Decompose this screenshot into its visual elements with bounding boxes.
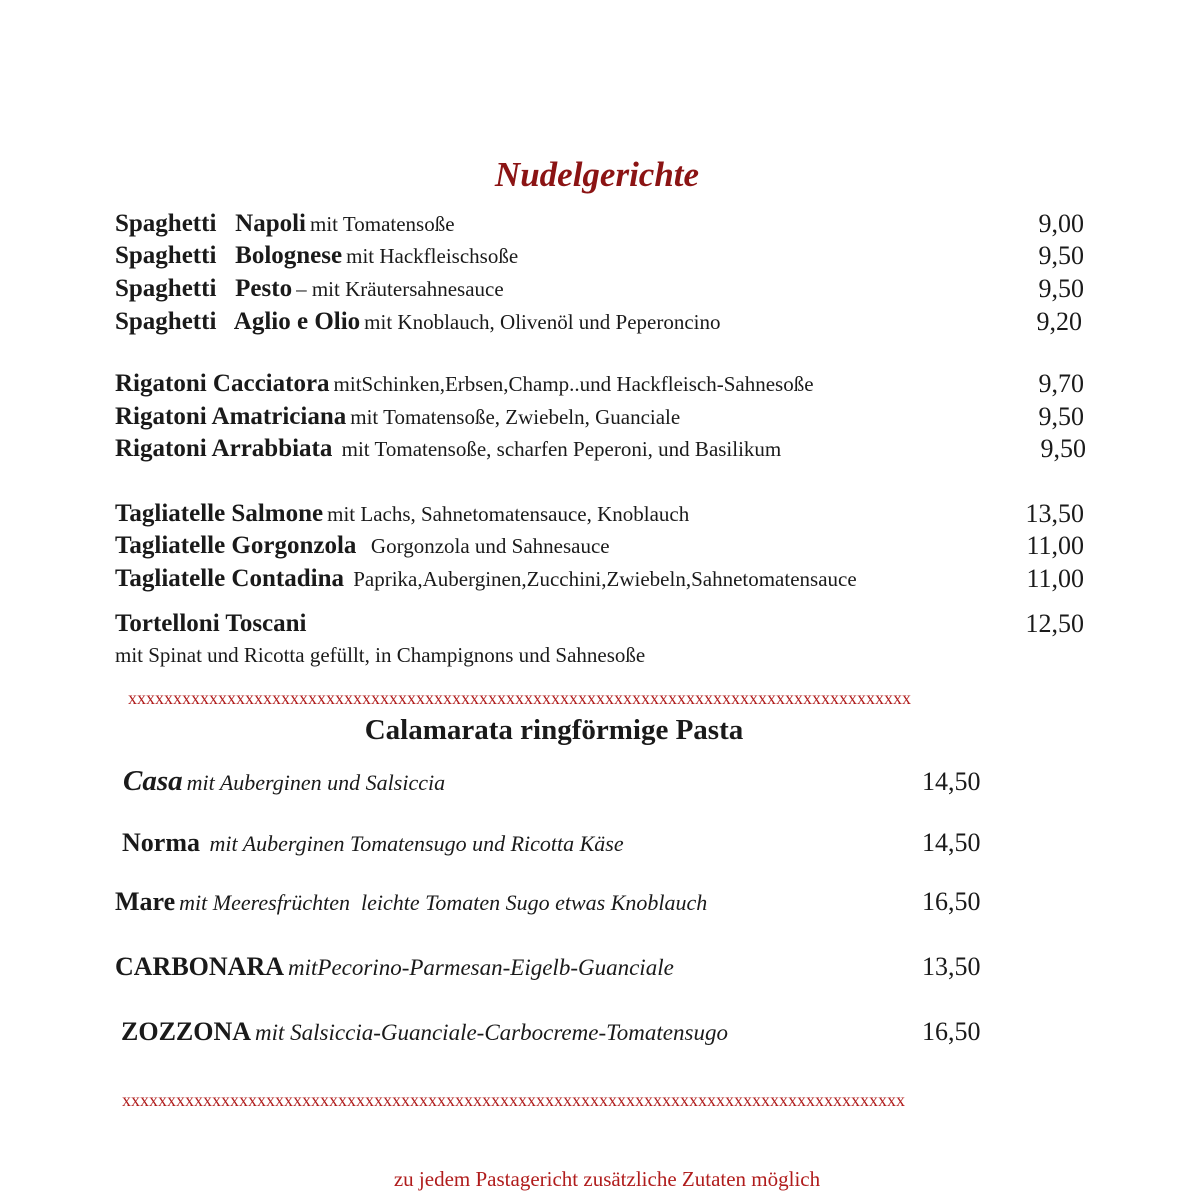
dish-desc: mit Salsiccia-Guanciale-Carbocreme-Tomatensugo	[255, 1020, 728, 1045]
dish-price: 13,50	[922, 952, 981, 981]
dish-desc: mit Auberginen Tomatensugo und Ricotta Käse	[203, 831, 624, 856]
dish-desc: mit Meeresfrüchten leichte Tomaten Sugo etwas Knoblauch	[179, 890, 708, 915]
dish-price: 9,50	[1038, 274, 1084, 303]
dish-name: Norma	[122, 828, 200, 857]
dish-row	[115, 370, 814, 402]
dish-name: ZOZZONA	[121, 1017, 252, 1046]
dish-row	[115, 435, 781, 467]
calamarata-row	[115, 887, 707, 917]
dish-row	[115, 308, 721, 340]
menu-title: Nudelgerichte	[494, 155, 700, 194]
dish-desc: Paprika,Auberginen,Zucchini,Zwiebeln,Sahnetomatensauce	[347, 567, 857, 591]
dish-price: 9,50	[1038, 241, 1084, 270]
footer-note: zu jedem Pastagericht zusätzliche Zutaten möglich	[393, 1167, 821, 1191]
dish-name: Tagliatelle Gorgonzola	[115, 532, 357, 559]
dish-desc: mit Lachs, Sahnetomatensauce, Knoblauch	[327, 502, 690, 526]
calamarata-row	[122, 828, 624, 858]
dish-row	[115, 275, 504, 307]
dish-desc: mitSchinken,Erbsen,Champ..und Hackfleisch-Sahnesoße	[333, 372, 814, 396]
dish-name: Casa	[123, 765, 183, 797]
dish-row	[115, 565, 857, 597]
dish-name: Spaghetti Pesto	[115, 275, 293, 302]
dish-price: 16,50	[922, 1017, 981, 1046]
dish-price: 11,00	[1026, 564, 1084, 593]
dish-name: Spaghetti Aglio e Olio	[115, 308, 361, 335]
dish-name: Rigatoni Arrabbiata	[115, 435, 333, 462]
dish-name: Mare	[115, 887, 176, 916]
dish-name: Spaghetti Napoli	[115, 210, 307, 237]
dish-row	[115, 403, 680, 435]
dish-desc: Gorgonzola und Sahnesauce	[360, 534, 610, 558]
separator-line: xxxxxxxxxxxxxxxxxxxxxxxxxxxxxxxxxxxxxxxxxxxxxxxxxxxxxxxxxxxxxxxxxxxxxxxxxxxxxxxxxxxxxxx	[122, 1090, 905, 1110]
dish-price: 13,50	[1025, 499, 1084, 528]
dish-price: 9,50	[1040, 434, 1086, 463]
dish-name: Rigatoni Cacciatora	[115, 370, 330, 397]
dish-desc: mit Knoblauch, Olivenöl und Peperoncino	[364, 310, 721, 334]
dish-price: 12,50	[1025, 609, 1084, 638]
calamarata-row	[123, 765, 445, 798]
dish-row	[115, 242, 518, 274]
dish-desc: mit Spinat und Ricotta gefüllt, in Champignons und Sahnesoße	[115, 643, 646, 667]
separator-line: xxxxxxxxxxxxxxxxxxxxxxxxxxxxxxxxxxxxxxxxxxxxxxxxxxxxxxxxxxxxxxxxxxxxxxxxxxxxxxxxxxxxxxx	[128, 688, 911, 708]
dish-name: Spaghetti Bolognese	[115, 242, 343, 269]
section-heading: Calamarata ringförmige Pasta	[364, 714, 744, 746]
dish-price: 14,50	[922, 767, 981, 796]
dish-desc: mit Tomatensoße, scharfen Peperoni, und Basilikum	[336, 437, 782, 461]
dish-name: Tagliatelle Contadina	[115, 565, 344, 592]
dish-price: 16,50	[922, 887, 981, 916]
dish-price: 9,20	[1036, 307, 1082, 336]
dish-price: 11,00	[1026, 531, 1084, 560]
dish-row	[115, 500, 689, 532]
dish-desc: mitPecorino-Parmesan-Eigelb-Guanciale	[288, 955, 674, 980]
dish-price: 9,50	[1038, 402, 1084, 431]
dish-row	[115, 532, 610, 564]
dish-price: 9,00	[1038, 209, 1084, 238]
dish-desc: mit Hackfleischsoße	[346, 244, 519, 268]
dish-row	[115, 610, 307, 642]
calamarata-row	[115, 952, 674, 982]
dish-name: CARBONARA	[115, 952, 284, 981]
dish-price: 14,50	[922, 828, 981, 857]
dish-name: Tortelloni Toscani	[115, 610, 307, 637]
dish-row	[115, 210, 455, 242]
dish-desc: – mit Kräutersahnesauce	[296, 277, 504, 301]
dish-name: Tagliatelle Salmone	[115, 500, 324, 527]
dish-price: 9,70	[1038, 369, 1084, 398]
dish-desc: mit Tomatensoße, Zwiebeln, Guanciale	[350, 405, 681, 429]
calamarata-row	[121, 1017, 728, 1047]
dish-desc: mit Tomatensoße	[310, 212, 455, 236]
dish-desc: mit Auberginen und Salsiccia	[186, 770, 446, 795]
dish-name: Rigatoni Amatriciana	[115, 403, 347, 430]
